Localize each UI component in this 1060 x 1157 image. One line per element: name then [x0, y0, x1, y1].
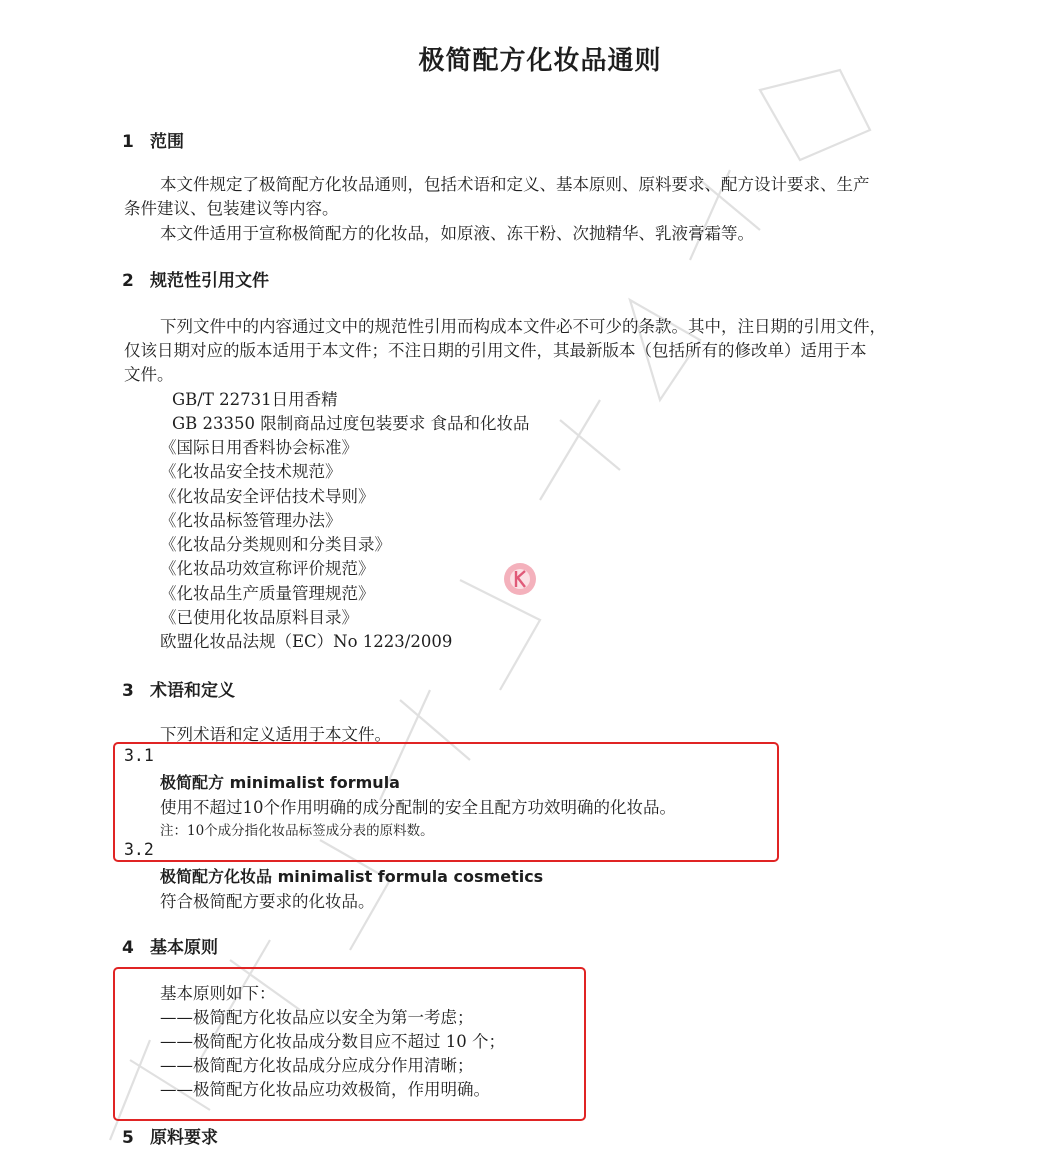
section-5-title: 原料要求	[150, 1128, 218, 1148]
section-2-heading	[122, 266, 269, 291]
document-title: 极简配方化妆品通则	[418, 46, 662, 76]
reference-item: 《国际日用香料协会标准》	[160, 438, 358, 457]
term-3-2-number: 3.2	[124, 840, 154, 859]
reference-item: 《化妆品分类规则和分类目录》	[160, 535, 391, 554]
section-5-heading	[122, 1123, 218, 1148]
section-1-number: 1	[122, 132, 134, 152]
principle-item: ——极简配方化妆品应功效极简，作用明确。	[160, 1080, 490, 1099]
reference-item: GB/T 22731日用香精	[172, 390, 338, 409]
term-3-1-number: 3.1	[124, 746, 154, 765]
section-1-heading	[122, 127, 184, 152]
section-4-title: 基本原则	[150, 938, 218, 958]
reference-item: 《化妆品生产质量管理规范》	[160, 584, 375, 603]
section-2-paragraph-line-3: 文件。	[124, 365, 174, 384]
section-2-title: 规范性引用文件	[150, 271, 269, 291]
term-3-2-definition: 符合极简配方要求的化妆品。	[160, 892, 375, 911]
reference-item: 欧盟化妆品法规（EC）No 1223/2009	[160, 632, 453, 651]
principle-item: ——极简配方化妆品成分应成分作用清晰；	[160, 1056, 474, 1075]
principle-item: ——极简配方化妆品成分数目应不超过 10 个；	[160, 1032, 505, 1051]
section-2-number: 2	[122, 271, 134, 291]
section-1-paragraph-1-line-1: 本文件规定了极简配方化妆品通则，包括术语和定义、基本原则、原料要求、配方设计要求、生产	[160, 175, 870, 194]
reference-item: 《化妆品安全技术规范》	[160, 462, 342, 481]
section-2-paragraph-line-2: 仅该日期对应的版本适用于本文件；不注日期的引用文件，其最新版本（包括所有的修改单）适用于本	[124, 341, 867, 360]
reference-item: 《已使用化妆品原料目录》	[160, 608, 358, 627]
section-3-heading	[122, 676, 235, 701]
section-4-heading	[122, 933, 218, 958]
term-3-2-title: 极简配方化妆品 minimalist formula cosmetics	[160, 867, 544, 886]
section-3-intro: 下列术语和定义适用于本文件。	[160, 725, 391, 744]
term-3-1-note: 注：10个成分指化妆品标签成分表的原料数。	[160, 823, 434, 839]
reference-item: 《化妆品标签管理办法》	[160, 511, 342, 530]
term-3-1-definition: 使用不超过10个作用明确的成分配制的安全且配方功效明确的化妆品。	[160, 798, 676, 817]
reference-item: 《化妆品安全评估技术导则》	[160, 487, 375, 506]
section-3-number: 3	[122, 681, 134, 701]
section-1-paragraph-2: 本文件适用于宣称极简配方的化妆品，如原液、冻干粉、次抛精华、乳液膏霜等。	[160, 224, 754, 243]
reference-item: GB 23350 限制商品过度包装要求 食品和化妆品	[172, 414, 530, 433]
principle-item: ——极简配方化妆品应以安全为第一考虑；	[160, 1008, 474, 1027]
section-3-title: 术语和定义	[150, 681, 235, 701]
reference-item: 《化妆品功效宣称评价规范》	[160, 559, 375, 578]
section-5-number: 5	[122, 1128, 134, 1148]
principles-intro: 基本原则如下：	[160, 984, 276, 1003]
term-3-1-title: 极简配方 minimalist formula	[160, 773, 400, 792]
section-1-paragraph-1-line-2: 条件建议、包装建议等内容。	[124, 199, 339, 218]
section-1-title: 范围	[150, 132, 184, 152]
stamp-logo-icon	[500, 557, 540, 601]
section-4-number: 4	[122, 938, 134, 958]
section-2-paragraph-line-1: 下列文件中的内容通过文中的规范性引用而构成本文件必不可少的条款。其中，注日期的引用文件，	[160, 317, 886, 336]
